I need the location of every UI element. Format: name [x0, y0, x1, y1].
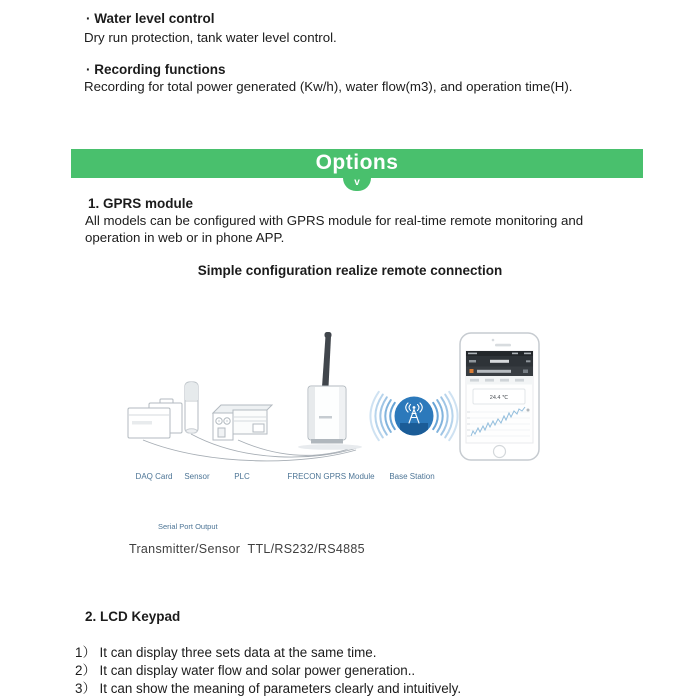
gprs-module-illustration [298, 332, 362, 450]
gprs-body-line-1: All models can be configured with GPRS module for real-time remote monitoring and [85, 213, 584, 228]
options-banner: Options [71, 149, 643, 178]
lcd-keypad-heading: 2. LCD Keypad [85, 609, 181, 624]
feature-body-water-level: Dry run protection, tank water level control. [84, 30, 337, 45]
phone-camera-icon [492, 339, 495, 342]
gprs-body-line-2: operation in web or in phone APP. [85, 230, 285, 245]
lcd-feature-list [75, 644, 461, 699]
banner-arrow-tab [343, 178, 371, 191]
list-item: 2） It can display water flow and solar power generation.. [75, 663, 416, 679]
smartphone-illustration [460, 333, 539, 460]
gprs-diagram [60, 320, 640, 470]
plc-illustration [213, 405, 272, 440]
serial-port-output-label: Serial Port Output [158, 522, 218, 531]
feature-body-recording: Recording for total power generated (Kw/h), water flow(m3), and operation time(H). [84, 79, 573, 94]
antenna-icon [322, 332, 332, 387]
daq-card-illustration [128, 399, 182, 438]
base-station-icon [370, 392, 457, 440]
phone-home-button [494, 446, 506, 458]
device-label-plc: PLC [234, 472, 250, 481]
chevron-down-icon: v [354, 177, 360, 188]
transmitter-sensor-caption: Transmitter/Sensor TTL/RS232/RS4885 [129, 542, 365, 556]
phone-speaker [495, 344, 511, 347]
sensor-illustration [185, 382, 198, 433]
feature-title-recording: · Recording functions [86, 62, 226, 77]
list-item: 1） It can display three sets data at the same time. [75, 645, 377, 660]
diagram-caption: Simple configuration realize remote connection [197, 263, 503, 278]
device-label-frecon-gprs-module: FRECON GPRS Module [287, 472, 375, 481]
device-label-daq-card: DAQ Card [135, 472, 173, 481]
gear-icon [527, 409, 530, 412]
phone-temperature-value: 24.4 ℃ [489, 395, 509, 401]
device-label-base-station: Base Station [389, 472, 435, 481]
gprs-module-heading: 1. GPRS module [88, 196, 194, 211]
list-item: 3） It can show the meaning of parameters clearly and intuitively. [75, 681, 462, 697]
device-label-sensor: Sensor [184, 472, 210, 481]
feature-title-water-level: · Water level control [86, 11, 215, 26]
